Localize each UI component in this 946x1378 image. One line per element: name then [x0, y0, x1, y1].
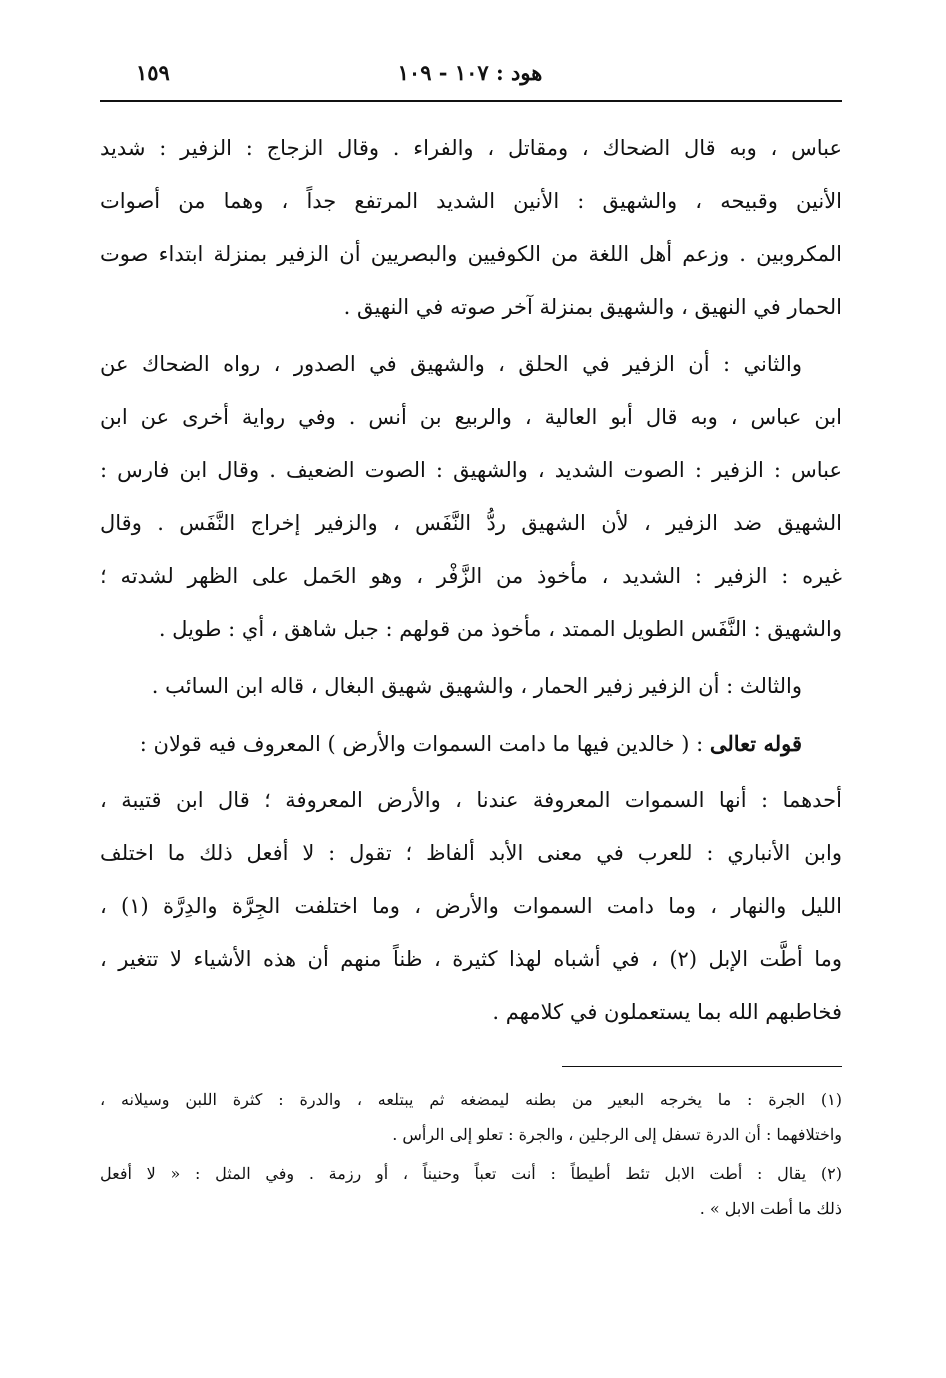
- text-line: أحدهما : أنها السموات المعروفة عندنا ، والأرض المعروفة ؛ قال ابن قتيبة ،: [100, 788, 842, 812]
- footnote-line: واختلافهما : أن الدرة تسفل إلى الرجلين ، والجرة : تعلو إلى الرأس .: [392, 1125, 842, 1144]
- footnote-line: ذلك ما أطت الابل » .: [699, 1199, 842, 1218]
- page-number: ١٥٩: [136, 60, 170, 85]
- text-line: وابن الأنباري : للعرب في معنى الأبد ألفاظ ؛ تقول : لا أفعل ذلك ما اختلف: [100, 841, 842, 865]
- main-text: [100, 122, 842, 1039]
- text-line: والثاني : أن الزفير في الحلق ، والشهيق في الصدور ، رواه الضحاك عن: [100, 352, 802, 376]
- header-rule: [100, 100, 842, 102]
- text-line: المكروبين . وزعم أهل اللغة من الكوفيين والبصريين أن الزفير بمنزلة ابتداء صوت: [100, 242, 842, 266]
- footnote-line: (١) الجرة : ما يخرجه البعير من بطنه ليمضغه ثم يبتلعه ، والدرة : كثرة اللبن وسيلانه ،: [100, 1090, 842, 1109]
- verse-quote: : ( خالدين فيها ما دامت السموات والأرض ) المعروف فيه قولان :: [139, 732, 704, 756]
- text-line: والثالث : أن الزفير زفير الحمار ، والشهيق شهيق البغال ، قاله ابن السائب .: [151, 674, 802, 698]
- text-line: عباس : الزفير : الصوت الشديد ، والشهيق : الصوت الضعيف . وقال ابن فارس :: [100, 458, 842, 482]
- page-header: [100, 58, 840, 98]
- footnotes: [100, 1082, 842, 1226]
- footnote-line: (٢) يقال : أطت الابل تئط أطيطاً : أنت تعباً وحنيناً ، أو رزمة . وفي المثل : « لا أفعل: [100, 1164, 842, 1183]
- footnote-rule: [562, 1066, 842, 1067]
- text-line: عباس ، وبه قال الضحاك ، ومقاتل ، والفراء . وقال الزجاج : الزفير : شديد: [100, 136, 842, 160]
- text-line: الأنين وقبيحه ، والشهيق : الأنين الشديد المرتفع جداً ، وهما من أصوات: [100, 189, 842, 213]
- text-line: فخاطبهم الله بما يستعملون في كلامهم .: [492, 1000, 842, 1024]
- running-title: هود : ١٠٧ - ١٠٩: [397, 60, 543, 85]
- text-line: غيره : الزفير : الشديد ، مأخوذ من الزَّفْر ، وهو الحَمل على الظهر لشدته ؛: [100, 564, 842, 588]
- text-line: وما أطَّت الإبل (٢) ، في أشباه لهذا كثيرة ، ظناً منهم أن هذه الأشياء لا تتغير ،: [100, 947, 842, 971]
- verse-lead: قوله تعالى: [709, 731, 802, 756]
- text-line: الشهيق ضد الزفير ، لأن الشهيق ردُّ النَّفَس ، والزفير إخراج النَّفَس . وقال: [100, 511, 842, 535]
- text-line: ابن عباس ، وبه قال أبو العالية ، والربيع بن أنس . وفي رواية أخرى عن ابن: [100, 405, 842, 429]
- text-line: [100, 717, 842, 770]
- text-line: والشهيق : النَّفَس الطويل الممتد ، مأخوذ من قولهم : جبل شاهق ، أي : طويل .: [158, 617, 842, 641]
- text-line: الحمار في النهيق ، والشهيق بمنزلة آخر صوته في النهيق .: [343, 295, 842, 319]
- text-line: الليل والنهار ، وما دامت السموات والأرض ، وما اختلفت الجِرَّة والدِرَّة (١) ،: [100, 894, 842, 918]
